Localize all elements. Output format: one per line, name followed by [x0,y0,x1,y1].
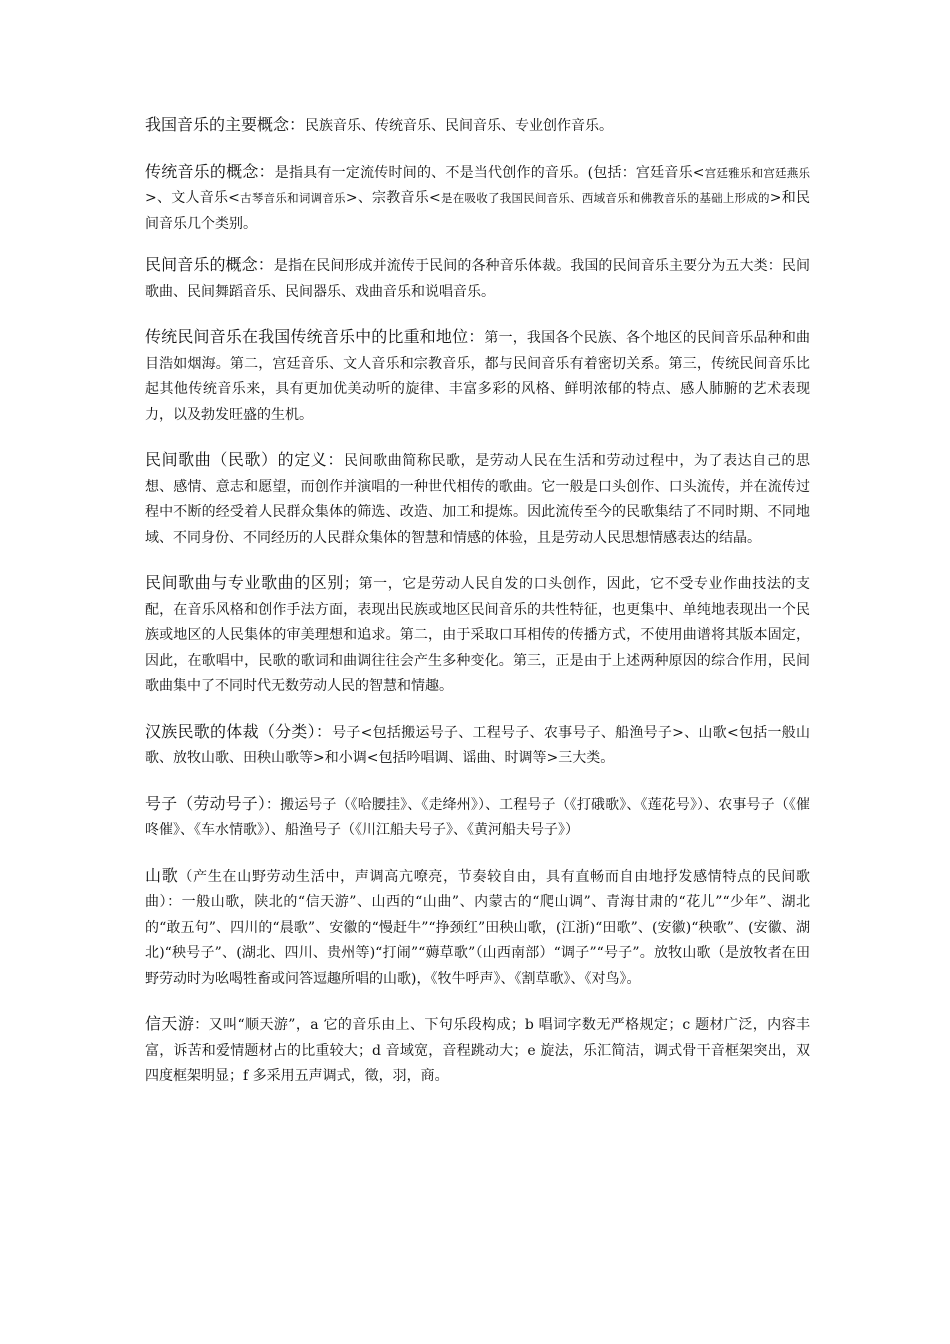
body-main-concepts: 民族音乐、传统音乐、民间音乐、专业创作音乐。 [305,118,614,134]
paragraph-xintianyou [145,1011,810,1090]
heading-shange: 山歌 [145,865,179,885]
body-folk-song-definition: 民间歌曲简称民歌，是劳动人民在生活和劳动过程中，为了表达自己的思想、感情、意志和愿望，而创作并演唱的一种世代相传的歌曲。它一般是口头创作、口头流传，并在流传过程中不断的经受着人民群众集体的筛选、改造、加工和提炼。因此流传至今的民歌集结了不同时期、不同地域、不同身份、不同经历的人民群众集体的智慧和情感的体验，且是劳动人民思想情感表达的结晶。 [145,453,810,546]
paragraph-main-concepts [145,112,810,140]
paragraph-folk-status [145,324,810,428]
heading-xintianyou: 信天游 [145,1014,195,1033]
body-folk-status: 第一，我国各个民族、各个地区的民间音乐品种和曲目浩如烟海。第二，宫廷音乐、文人音乐和宗教音乐，都与民间音乐有着密切关系。第三，传统民间音乐比起其他传统音乐来，具有更加优美动听的旋律、丰富多彩的风格、鲜明浓郁的特点、感人肺腑的艺术表现力，以及勃发旺盛的生机。 [145,330,810,423]
note-literati-music: 古琴音乐和词调音乐 [239,191,346,205]
note-religious-music: 是在吸收了我国民间音乐、西域音乐和佛教音乐的基础上形成的 [440,191,770,205]
body-traditional-music-4: >和民间音乐几个类别。 [145,190,810,232]
paragraph-haozi [145,791,810,844]
paragraph-traditional-music [145,159,810,238]
body-folk-vs-professional: ；第一，它是劳动人民自发的口头创作，因此，它不受专业作曲技法的支配，在音乐风格和创作手法方面，表现出民族或地区民间音乐的共性特征，也更集中、单纯地表现出一个民族或地区的人民集体的审美理想和追求。第二，由于采取口耳相传的传播方式，不使用曲谱将其版本固定，因此，在歌唱中，民歌的歌词和曲调往往会产生多种变化。第三，正是由于上述两种原因的综合作用，民间歌曲集中了不同时代无数劳动人民的智慧和情趣。 [145,576,810,694]
body-traditional-music-2: >、文人音乐< [145,190,240,206]
note-court-music: 宫廷雅乐和宫廷燕乐 [704,165,810,180]
body-haozi: ：搬运号子（《哈腰挂》、《走绛州》）、工程号子（《打硪歌》、《莲花号》）、农事号子（《催咚催》、《车水情歌》）、船渔号子（《川江船夫号子》、《黄河船夫号子》） [145,796,810,838]
heading-haozi: 号子（劳动号子） [145,793,266,813]
body-shange: （产生在山野劳动生活中，声调高亢嘹亮，节奏较自由，具有直畅而自由地抒发感情特点的民间歌曲）：一般山歌，陕北的“信天游”、山西的“山曲”、内蒙古的“爬山调”、青海甘肃的“花儿”“少年”、湖北的“敢五句”、四川的“晨歌”、安徽的“慢赶牛”“挣颈红”田秧山歌，(江浙)“田歌”、(安徽)“秧歌”、(安徽、湖北)“秧号子”、(湖北、四川、贵州等)“打闹”“薅草歌”（山西南部）“调子”“号子”。放牧山歌（是放牧者在田野劳动时为吆喝牲畜或问答逗趣所唱的山歌)，《牧牛呼声》、《割草歌》、《对鸟》。 [145,868,810,987]
paragraph-folk-vs-professional [145,570,810,700]
body-han-genres: 号子<包括搬运号子、工程号子、农事号子、船渔号子>、山歌<包括一般山歌、放牧山歌、田秧山歌等>和小调<包括吟唱调、谣曲、时调等>三大类。 [145,724,810,766]
heading-han-genres: 汉族民歌的体裁（分类）： [145,721,333,741]
body-xintianyou: ：又叫“顺天游”，a 它的音乐由上、下句乐段构成；b 唱词字数无严格规定；c 题材广泛，内容丰富，诉苦和爱情题材占的比重较大；d 音域宽，音程跳动大；e 旋法，乐汇简洁，调式骨干音框架突出，双四度框架明显；f 多采用五声调式，徵，羽，商。 [145,1017,810,1084]
paragraph-folk-song-definition [145,447,810,551]
heading-main-concepts: 我国音乐的主要概念： [145,115,306,134]
heading-folk-music: 民间音乐的概念： [145,255,274,274]
paragraph-han-genres [145,719,810,772]
body-traditional-music-3: >、宗教音乐< [345,190,441,206]
paragraph-folk-music [145,252,810,305]
paragraph-shange [145,863,810,993]
heading-traditional-music: 传统音乐的概念： [145,161,275,181]
heading-folk-status: 传统民间音乐在我国传统音乐中的比重和地位： [145,327,485,346]
body-traditional-music-1: 是指具有一定流传时间的、不是当代创作的音乐。(包括：宫廷音乐< [274,164,705,181]
body-folk-music: 是指在民间形成并流传于民间的各种音乐体裁。我国的民间音乐主要分为五大类：民间歌曲、民间舞蹈音乐、民间器乐、戏曲音乐和说唱音乐。 [145,258,810,300]
document-body [145,112,810,1109]
heading-folk-song-definition: 民间歌曲（民歌）的定义： [145,450,344,469]
heading-folk-vs-professional: 民间歌曲与专业歌曲的区别 [145,573,344,592]
